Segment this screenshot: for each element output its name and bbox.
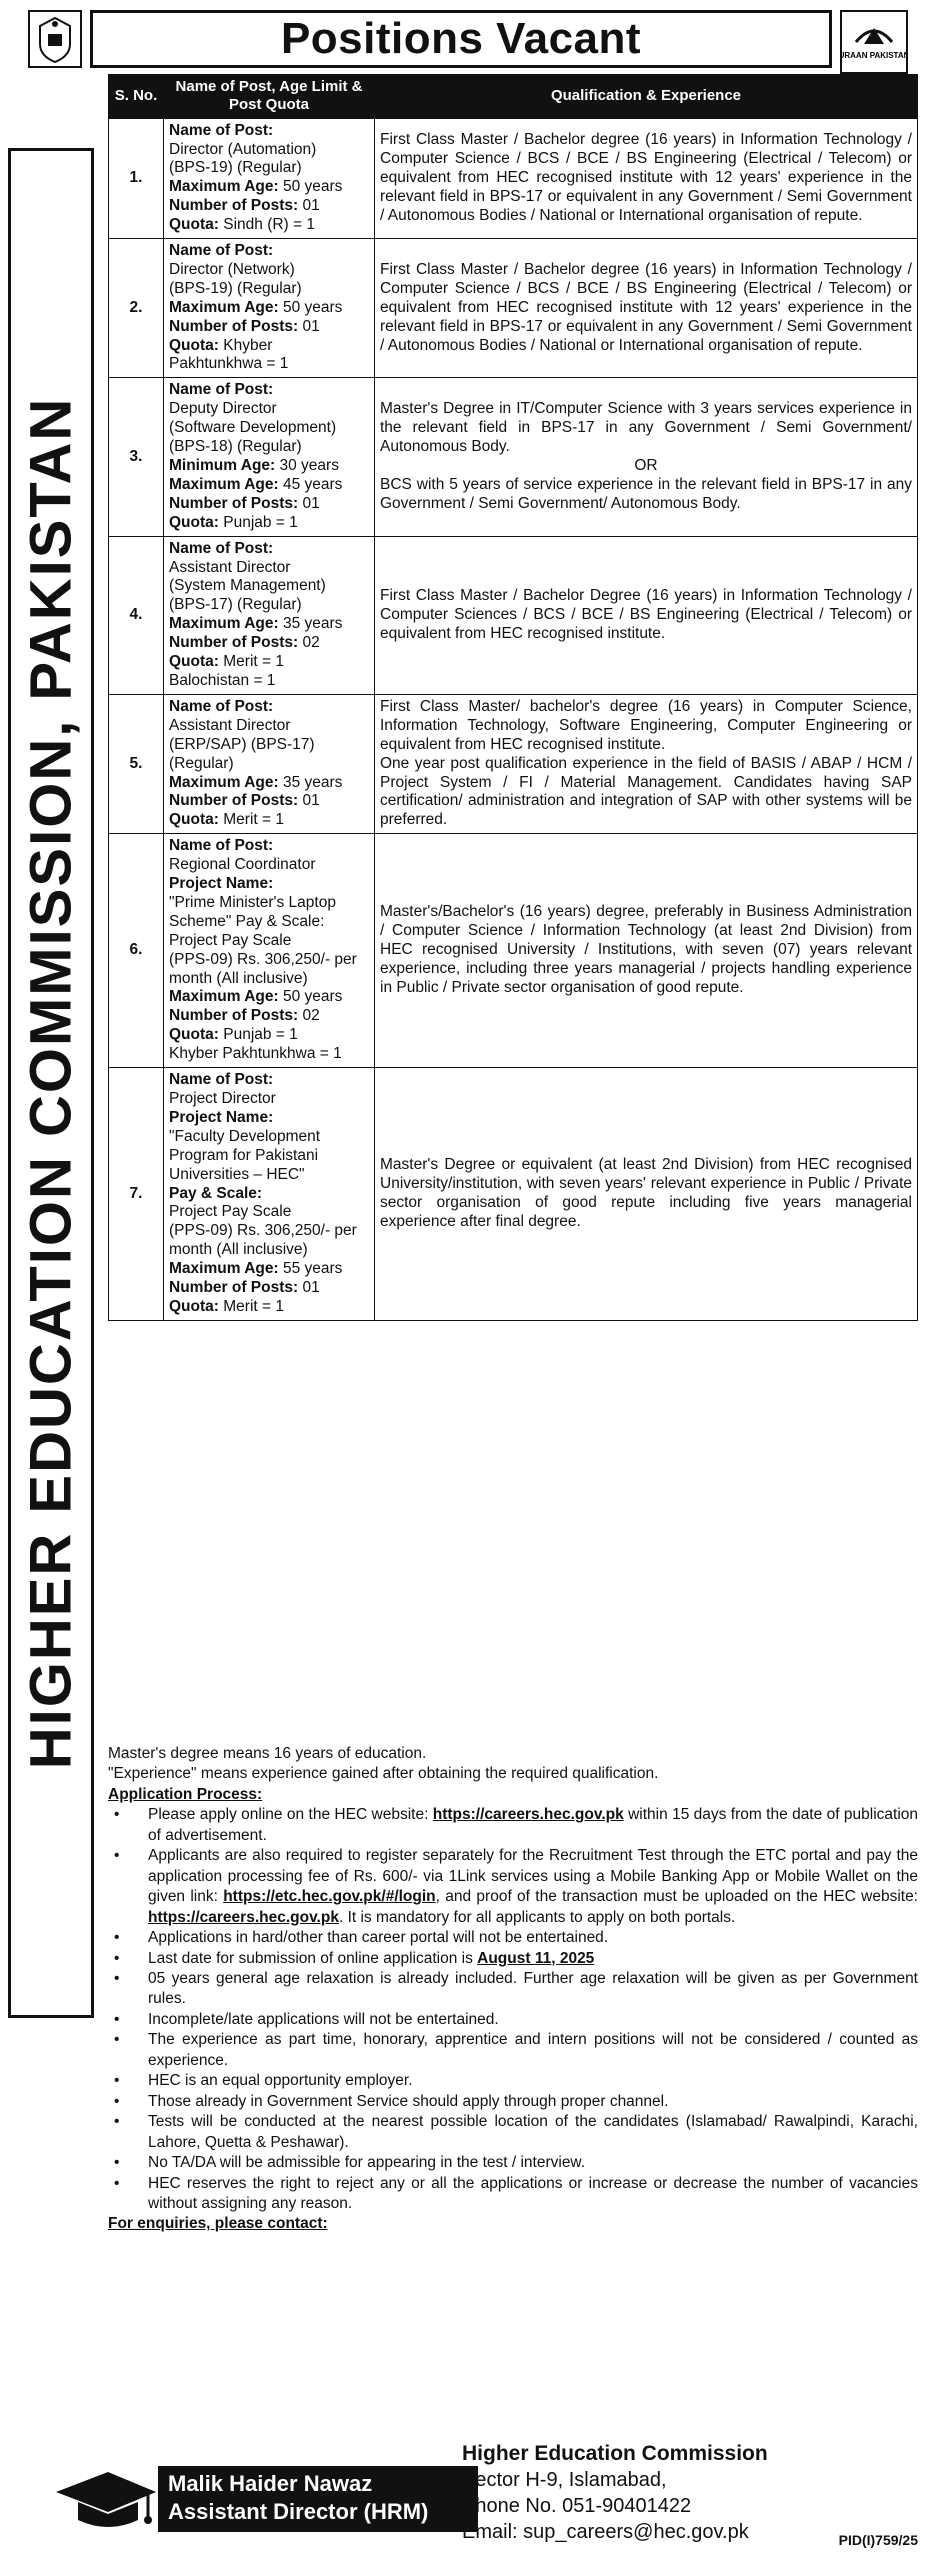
- post-line: [169, 495, 369, 514]
- post-line: Assistant Director: [169, 558, 291, 576]
- post-line-label: Maximum Age:: [169, 615, 279, 633]
- graduation-cap-icon: [48, 2458, 158, 2538]
- row-qualification: [375, 118, 918, 238]
- post-line-label: Number of Posts:: [169, 317, 299, 335]
- emphasized-text[interactable]: https://careers.hec.gov.pk: [148, 1908, 339, 1926]
- list-item: • Tests will be conducted at the nearest possible location of the candidates (Islamabad/ Rawalpindi, Karachi, Lahore, Quetta & Peshawar).: [148, 2112, 918, 2153]
- post-line-value: 02: [298, 634, 320, 652]
- qualification-text: Master's/Bachelor's (16 years) degree, preferably in Business Administration / Computer Science / Information Technology (at least 2nd Division) from HEC recognised University / Institutions, with seven (07) years relevant experience, including three years managerial / projects handling experience in Public / Private sector organisation of good repute.: [380, 903, 912, 997]
- header-post: Name of Post, Age Limit & Post Quota: [164, 75, 375, 119]
- row-qualification: [375, 378, 918, 536]
- application-process-list: [108, 1805, 918, 2214]
- post-line-label: Maximum Age:: [169, 475, 279, 493]
- table-row: [109, 834, 918, 1068]
- list-item: • Last date for submission of online application is August 11, 2025: [148, 1949, 918, 1969]
- post-line-label: Project Name:: [169, 1108, 274, 1126]
- email[interactable]: Email: sup_careers@hec.gov.pk: [462, 2521, 749, 2544]
- post-line: [169, 318, 369, 337]
- post-line: Project Director: [169, 1090, 276, 1107]
- post-line-label: Name of Post:: [169, 1071, 274, 1089]
- header-sno: S. No.: [109, 75, 164, 119]
- post-line-label: Name of Post:: [169, 121, 274, 139]
- list-item: • Applicants are also required to register separately for the Recruitment Test through the ETC portal and pay the application processing fee of Rs. 600/- via 1Link services using a Mobile Banking App or Mobile Wallet on the given link: https://etc.hec.gov.pk/#/login, and proof of the transaction must be uploaded on the HEC website: https://careers.hec.gov.pk. It is mandatory for all applicants to apply on both portals.: [148, 1846, 918, 1928]
- post-line: [169, 178, 369, 197]
- header: [28, 10, 908, 70]
- qualification-text: First Class Master / Bachelor degree (16 years) in Information Technology / Computer Science / BCS / BCE / BS Engineering (Electrical / Telecom) or equivalent from HEC recognised institute with 12 years' experience in the relevant field in BPS-17 or equivalent in any Government / Semi Government / Autonomous Bodies / National or International organisation of repute.: [380, 260, 912, 354]
- list-item: • Incomplete/late applications will not be entertained.: [148, 2010, 918, 2030]
- post-line-label: Quota:: [169, 1026, 219, 1044]
- post-line: (PPS-09) Rs. 306,250/- per month (All inclusive): [169, 1222, 357, 1259]
- post-line-value: 50 years: [278, 298, 343, 316]
- org-name: Higher Education Commission: [462, 2442, 768, 2465]
- emphasized-text[interactable]: https://etc.hec.gov.pk/#/login: [223, 1888, 436, 1906]
- row-post-details: [164, 536, 375, 694]
- post-line-value: 01: [298, 1279, 320, 1297]
- post-line: [169, 197, 369, 216]
- post-line: Director (Network): [169, 260, 295, 278]
- post-line: "Prime Minister's Laptop Scheme" Pay & Scale:: [169, 893, 336, 930]
- post-line: [169, 1279, 369, 1298]
- row-qualification: [375, 694, 918, 833]
- post-line: [169, 540, 369, 559]
- post-line: (BPS-19) (Regular): [169, 159, 302, 177]
- post-line-label: Name of Post:: [169, 837, 274, 855]
- post-line-label: Maximum Age:: [169, 298, 279, 316]
- post-line-value: 30 years: [275, 457, 339, 474]
- post-line-value: 01: [298, 317, 320, 335]
- pid-number: PID(I)759/25: [838, 2532, 918, 2548]
- row-sno: 5.: [109, 694, 164, 833]
- post-line-value: 35 years: [278, 773, 343, 791]
- emphasized-text[interactable]: https://careers.hec.gov.pk: [432, 1806, 624, 1824]
- post-line: Khyber Pakhtunkhwa = 1: [169, 1045, 342, 1063]
- side-band: [8, 148, 94, 2018]
- note-experience: "Experience" means experience gained after obtaining the required qualification.: [108, 1765, 659, 1783]
- contact-person: [158, 2466, 478, 2532]
- phone: Phone No. 051-90401422: [462, 2495, 692, 2518]
- post-line-label: Project Name:: [169, 875, 274, 893]
- row-sno: 1.: [109, 118, 164, 238]
- row-qualification: [375, 834, 918, 1068]
- post-line-value: 01: [298, 494, 320, 512]
- post-line-value: Sindh (R) = 1: [218, 216, 315, 234]
- post-line: "Faculty Development Program for Pakistani Universities – HEC": [169, 1127, 321, 1183]
- post-line: [169, 337, 369, 375]
- post-line: [169, 1109, 369, 1128]
- post-line: [169, 242, 369, 261]
- post-line: (ERP/SAP) (BPS-17): [169, 735, 315, 753]
- page-title: Positions Vacant: [280, 14, 642, 63]
- post-line: (System Management): [169, 577, 326, 595]
- post-line: [169, 514, 369, 533]
- contact-designation: Assistant Director (HRM): [168, 2498, 429, 2524]
- list-item: • 05 years general age relaxation is already included. Further age relaxation will be given as per Government rules.: [148, 1969, 918, 2010]
- post-line: [169, 1185, 369, 1204]
- post-line-value: Merit = 1: [218, 811, 284, 829]
- post-line-value: Merit = 1: [218, 1297, 284, 1315]
- table-header-row: [109, 75, 918, 119]
- table-row: [109, 694, 918, 833]
- post-line: [169, 615, 369, 634]
- table-row: [109, 239, 918, 378]
- post-line: [169, 1260, 369, 1279]
- row-qualification: [375, 1068, 918, 1321]
- post-line-label: Maximum Age:: [169, 1260, 279, 1278]
- post-line: (BPS-19) (Regular): [169, 279, 302, 297]
- row-qualification: [375, 536, 918, 694]
- header-qual: Qualification & Experience: [375, 75, 918, 119]
- post-line: [169, 837, 369, 856]
- post-line-label: Quota:: [169, 653, 219, 671]
- post-line-label: Name of Post:: [169, 381, 274, 399]
- post-line-value: 45 years: [278, 475, 343, 493]
- row-sno: 4.: [109, 536, 164, 694]
- post-line-value: Khyber Pakhtunkhwa = 1: [169, 336, 289, 373]
- list-item: • HEC reserves the right to reject any or all the applications or increase or decrease the number of vacancies without assigning any reason.: [148, 2174, 918, 2215]
- post-line-value: 35 years: [278, 615, 343, 633]
- post-line: [169, 122, 369, 141]
- post-line: [169, 792, 369, 811]
- list-item: • Applications in hard/other than career portal will not be entertained.: [148, 1928, 918, 1948]
- qualification-text: Master's Degree or equivalent (at least 2nd Division) from HEC recognised University/institution, with seven years' relevant experience in Public / Private sector organisation of good repute including five years managerial experience after final degree.: [380, 1156, 912, 1230]
- post-line: [169, 875, 369, 894]
- post-line: (BPS-17) (Regular): [169, 596, 302, 614]
- contact-name: Malik Haider Nawaz: [168, 2471, 373, 2496]
- post-line-label: Number of Posts:: [169, 792, 299, 810]
- positions-table: [108, 74, 918, 1321]
- post-line-value: Punjab = 1: [218, 513, 298, 531]
- table-row: [109, 1068, 918, 1321]
- post-line-label: Maximum Age:: [169, 988, 279, 1006]
- post-line: [169, 216, 369, 235]
- post-line: [169, 299, 369, 318]
- post-line: [169, 1298, 369, 1317]
- post-line-label: Quota:: [169, 811, 219, 829]
- post-line: Director (Automation): [169, 140, 317, 158]
- post-line: [169, 457, 369, 476]
- post-line-value: 50 years: [278, 988, 343, 1006]
- list-item: • HEC is an equal opportunity employer.: [148, 2071, 918, 2091]
- post-line-value: 01: [298, 197, 320, 215]
- post-line: [169, 653, 369, 672]
- list-item: • Those already in Government Service should apply through proper channel.: [148, 2092, 918, 2112]
- post-line-value: 02: [298, 1007, 320, 1025]
- post-line: [169, 1071, 369, 1090]
- list-item: • Please apply online on the HEC website: https://careers.hec.gov.pk within 15 days from the date of publication of advertisement.: [148, 1805, 918, 1846]
- post-line: Assistant Director: [169, 716, 291, 734]
- application-process-title: Application Process:: [108, 1785, 263, 1803]
- note-masters: Master's degree means 16 years of education.: [108, 1745, 427, 1762]
- row-sno: 3.: [109, 378, 164, 536]
- post-line-value: 50 years: [278, 178, 343, 196]
- post-line-label: Maximum Age:: [169, 773, 279, 791]
- qualification-text-2: BCS with 5 years of service experience in the relevant field in BPS-17 in any Government / Semi Government/ Autonomous Body.: [380, 475, 912, 512]
- post-line-value: Punjab = 1: [218, 1026, 298, 1044]
- post-line-label: Name of Post:: [169, 697, 274, 715]
- post-line-label: Number of Posts:: [169, 494, 299, 512]
- post-line: [169, 1026, 369, 1045]
- post-line: [169, 476, 369, 495]
- post-line: [169, 811, 369, 830]
- hec-address: [462, 2440, 772, 2545]
- post-line: Balochistan = 1: [169, 671, 276, 689]
- post-line-label: Maximum Age:: [169, 178, 279, 196]
- qualification-text: First Class Master / Bachelor Degree (16 years) in Information Technology / Computer Sciences / BCS / BCE / BS Engineering (Electrical / Telecom) or equivalent from HEC recognised institute.: [380, 586, 912, 642]
- post-line-label: Quota:: [169, 1297, 219, 1315]
- row-post-details: [164, 834, 375, 1068]
- qualification-text: Master's Degree in IT/Computer Science with 3 years services experience in the relevant field in BPS-17 in any Government / Semi Government/ Autonomous Body.: [380, 400, 912, 456]
- post-line: [169, 1007, 369, 1026]
- post-line: [169, 774, 369, 793]
- row-post-details: [164, 694, 375, 833]
- post-line: [169, 634, 369, 653]
- post-line: (Software Development): [169, 419, 337, 437]
- qualification-text: First Class Master/ bachelor's degree (16 years) in Computer Science, Information Technology, Software Engineering, Computer Engineering or equivalent from HEC recognised institute.: [380, 697, 912, 753]
- post-line: Project Pay Scale: [169, 931, 292, 949]
- list-item: • The experience as part time, honorary, apprentice and intern positions will not be considered / counted as experience.: [148, 2030, 918, 2071]
- qualification-text-2: One year post qualification experience in the field of BASIS / ABAP / HCM / Project System / FI / Material Management. Candidates having SAP certification/ administration and integration of SAP with other systems will be preferred.: [380, 754, 912, 829]
- address: Sector H-9, Islamabad,: [462, 2469, 667, 2492]
- row-post-details: [164, 239, 375, 378]
- post-line: Project Pay Scale: [169, 1203, 292, 1221]
- row-sno: 7.: [109, 1068, 164, 1321]
- post-line: (BPS-18) (Regular): [169, 438, 302, 456]
- post-line-label: Quota:: [169, 513, 219, 531]
- post-line: Deputy Director: [169, 400, 277, 418]
- row-sno: 2.: [109, 239, 164, 378]
- qualification-text: First Class Master / Bachelor degree (16 years) in Information Technology / Computer Science / BCS / BCE / BS Engineering (Electrical / Telecom) or equivalent from HEC recognised institute with 12 years' experience in the relevant field in BPS-17 or equivalent in any Government / Semi Government / Autonomous Bodies / National or International organisation of repute.: [380, 131, 912, 224]
- post-line-value: Merit = 1: [218, 653, 284, 671]
- government-emblem-logo: [28, 10, 82, 68]
- post-line: [169, 988, 369, 1007]
- post-line-label: Minimum Age:: [169, 457, 276, 474]
- table-row: [109, 118, 918, 238]
- row-post-details: [164, 378, 375, 536]
- post-line-label: Pay & Scale:: [169, 1184, 263, 1202]
- table-row: [109, 536, 918, 694]
- table-row: [109, 378, 918, 536]
- qualification-or: OR: [634, 457, 658, 474]
- footer: [28, 2440, 918, 2552]
- post-line-label: Quota:: [169, 336, 219, 354]
- post-line-label: Quota:: [169, 216, 219, 234]
- post-line: [169, 698, 369, 717]
- post-line-label: Name of Post:: [169, 242, 274, 260]
- post-line: [169, 381, 369, 400]
- emphasized-text[interactable]: August 11, 2025: [477, 1949, 595, 1967]
- post-line: (Regular): [169, 754, 234, 772]
- post-line-label: Name of Post:: [169, 539, 274, 557]
- row-post-details: [164, 1068, 375, 1321]
- post-line: Regional Coordinator: [169, 856, 316, 874]
- post-line-value: 55 years: [278, 1260, 343, 1278]
- post-line-label: Number of Posts:: [169, 634, 299, 652]
- side-band-text: HIGHER EDUCATION COMMISSION, PAKISTAN: [18, 396, 84, 1770]
- notes-section: [108, 1744, 918, 2235]
- list-item: • No TA/DA will be admissible for appearing in the test / interview.: [148, 2153, 918, 2173]
- enquiries-text: For enquiries, please contact:: [108, 2215, 328, 2233]
- post-line-value: 01: [298, 792, 320, 810]
- row-post-details: [164, 118, 375, 238]
- title-box: [90, 10, 832, 68]
- logo-text: URAAN PAKISTAN: [842, 51, 906, 60]
- row-qualification: [375, 239, 918, 378]
- post-line-label: Number of Posts:: [169, 1279, 299, 1297]
- post-line: (PPS-09) Rs. 306,250/- per month (All inclusive): [169, 950, 357, 987]
- row-sno: 6.: [109, 834, 164, 1068]
- uraan-pakistan-logo: [840, 10, 908, 74]
- post-line-label: Number of Posts:: [169, 1007, 299, 1025]
- post-line-label: Number of Posts:: [169, 197, 299, 215]
